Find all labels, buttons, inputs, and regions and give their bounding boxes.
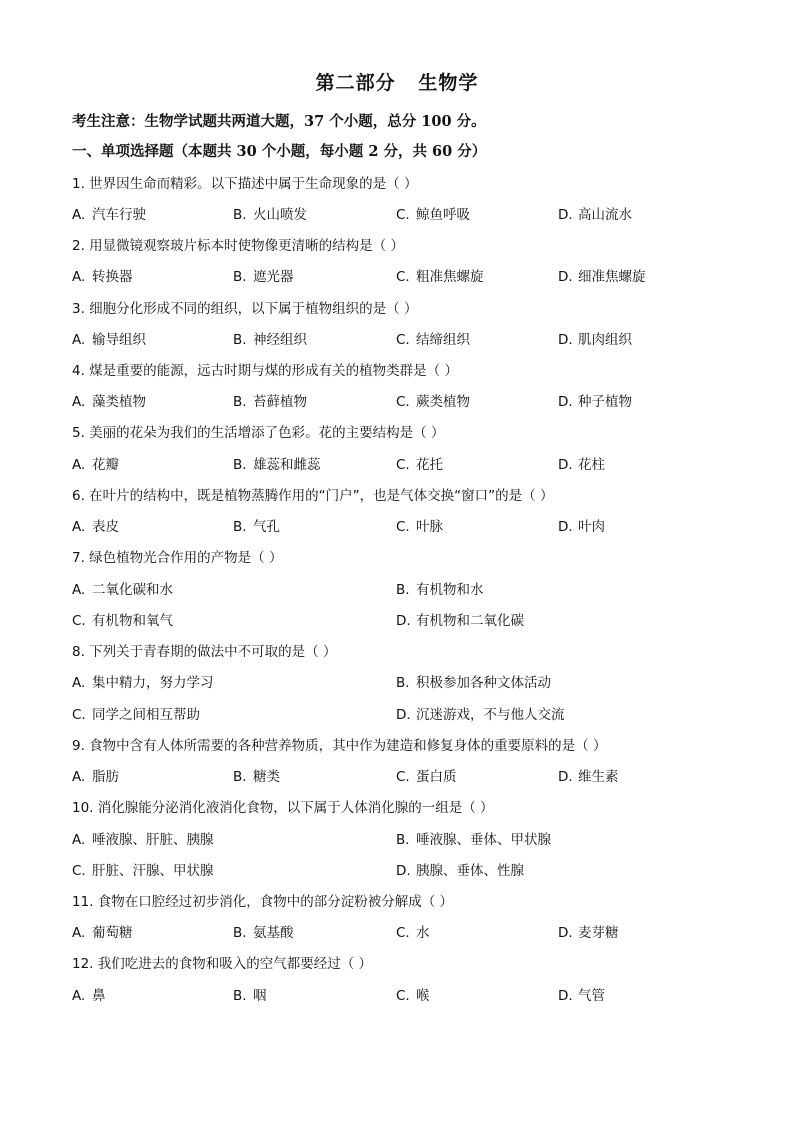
option-text: 有机物和氧气 — [92, 613, 173, 629]
option-text: 胰腺、垂体、性腺 — [416, 863, 524, 879]
answer-option — [233, 765, 280, 785]
answer-option — [396, 609, 524, 629]
option-text: 鲸鱼呼吸 — [416, 207, 470, 223]
answer-option — [72, 921, 133, 941]
question-text: 2. 用显微镜观察玻片标本时使物像更清晰的结构是（ ） — [72, 238, 404, 254]
option-text: 粗准焦螺旋 — [416, 269, 484, 285]
answer-option — [396, 921, 430, 941]
answer-option — [72, 328, 146, 348]
answer-option — [558, 203, 632, 223]
answer-option — [72, 984, 106, 1004]
answer-option — [233, 203, 307, 223]
answer-option — [396, 328, 470, 348]
answer-option — [72, 578, 173, 598]
answer-option — [233, 921, 294, 941]
option-letter: A. — [72, 207, 86, 223]
answer-option — [558, 265, 646, 285]
option-text: 蛋白质 — [416, 769, 457, 785]
answer-option — [233, 265, 294, 285]
answer-option — [233, 390, 307, 410]
option-text: 有机物和二氧化碳 — [416, 613, 524, 629]
option-letter: A. — [72, 769, 86, 785]
option-letter: D. — [558, 988, 573, 1004]
answer-option — [233, 328, 307, 348]
option-letter: A. — [72, 269, 86, 285]
question-text: 5. 美丽的花朵为我们的生活增添了色彩。花的主要结构是（ ） — [72, 425, 445, 441]
answer-option — [396, 828, 551, 848]
option-text: 有机物和水 — [416, 582, 484, 598]
option-letter: D. — [396, 707, 411, 723]
option-text: 结缔组织 — [416, 332, 470, 348]
option-text: 喉 — [416, 988, 430, 1004]
answer-option — [233, 984, 267, 1004]
answer-option — [558, 765, 619, 785]
answer-option — [233, 453, 321, 473]
answer-option — [396, 984, 430, 1004]
option-text: 花托 — [416, 457, 443, 473]
answer-option — [72, 828, 214, 848]
option-letter: A. — [72, 582, 86, 598]
answer-option — [72, 515, 119, 535]
answer-option — [558, 453, 605, 473]
question-text: 10. 消化腺能分泌消化液消化食物，以下属于人体消化腺的一组是（ ） — [72, 800, 494, 816]
option-letter: A. — [72, 925, 86, 941]
answer-option — [72, 609, 173, 629]
answer-option — [396, 265, 484, 285]
option-text: 维生素 — [578, 769, 619, 785]
answer-option — [396, 515, 443, 535]
answer-option — [396, 765, 457, 785]
answer-option — [72, 859, 214, 879]
answer-option — [396, 390, 470, 410]
answer-option — [72, 453, 119, 473]
option-text: 雄蕊和雌蕊 — [253, 457, 321, 473]
exam-notice: 考生注意：生物学试题共两道大题，37 个小题，总分 100 分。 — [72, 113, 486, 130]
answer-option — [72, 203, 146, 223]
option-letter: D. — [558, 769, 573, 785]
option-letter: D. — [558, 207, 573, 223]
option-letter: D. — [558, 457, 573, 473]
option-text: 叶肉 — [578, 519, 605, 535]
page-title: 第二部分 生物学 — [315, 72, 479, 94]
answer-option — [72, 703, 200, 723]
option-text: 花瓣 — [92, 457, 119, 473]
option-text: 积极参加各种文体活动 — [416, 675, 551, 691]
option-letter: A. — [72, 394, 86, 410]
option-letter: C. — [72, 613, 86, 629]
option-letter: B. — [233, 457, 247, 473]
answer-option — [396, 453, 443, 473]
answer-option — [72, 671, 214, 691]
option-letter: B. — [233, 207, 247, 223]
question-text: 1. 世界因生命而精彩。以下描述中属于生命现象的是（ ） — [72, 176, 418, 192]
option-letter: D. — [558, 519, 573, 535]
option-letter: C. — [72, 707, 86, 723]
option-letter: C. — [396, 457, 410, 473]
option-text: 集中精力，努力学习 — [92, 675, 214, 691]
option-text: 转换器 — [92, 269, 133, 285]
option-text: 葡萄糖 — [92, 925, 133, 941]
option-letter: B. — [233, 394, 247, 410]
option-text: 汽车行驶 — [92, 207, 146, 223]
option-text: 火山喷发 — [253, 207, 307, 223]
option-text: 遮光器 — [253, 269, 294, 285]
option-letter: D. — [396, 613, 411, 629]
option-letter: A. — [72, 675, 86, 691]
answer-option — [558, 921, 619, 941]
option-text: 氨基酸 — [253, 925, 294, 941]
question-text: 9. 食物中含有人体所需要的各种营养物质，其中作为建造和修复身体的重要原料的是（ ） — [72, 738, 607, 754]
answer-option — [396, 203, 470, 223]
option-letter: C. — [396, 269, 410, 285]
option-letter: B. — [396, 675, 410, 691]
option-text: 高山流水 — [578, 207, 632, 223]
answer-option — [72, 390, 146, 410]
option-letter: A. — [72, 332, 86, 348]
option-text: 二氧化碳和水 — [92, 582, 173, 598]
option-text: 肝脏、汗腺、甲状腺 — [92, 863, 214, 879]
option-text: 肌肉组织 — [578, 332, 632, 348]
option-text: 鼻 — [92, 988, 106, 1004]
option-letter: A. — [72, 988, 86, 1004]
section-heading: 一、单项选择题（本题共 30 个小题，每小题 2 分，共 60 分） — [72, 143, 487, 160]
option-text: 脂肪 — [92, 769, 119, 785]
answer-option — [72, 265, 133, 285]
answer-option — [72, 765, 119, 785]
option-text: 同学之间相互帮助 — [92, 707, 200, 723]
option-letter: C. — [396, 925, 410, 941]
option-letter: B. — [396, 832, 410, 848]
option-text: 咽 — [253, 988, 267, 1004]
question-text: 6. 在叶片的结构中，既是植物蒸腾作用的“门户”，也是气体交换“窗口”的是（ ） — [72, 488, 554, 504]
option-text: 苔藓植物 — [253, 394, 307, 410]
option-text: 藻类植物 — [92, 394, 146, 410]
option-letter: C. — [72, 863, 86, 879]
answer-option — [233, 515, 280, 535]
option-letter: B. — [396, 582, 410, 598]
option-text: 表皮 — [92, 519, 119, 535]
question-text: 8. 下列关于青春期的做法中不可取的是（ ） — [72, 644, 337, 660]
answer-option — [396, 703, 565, 723]
option-text: 气管 — [578, 988, 605, 1004]
option-letter: A. — [72, 519, 86, 535]
option-letter: D. — [558, 394, 573, 410]
answer-option — [558, 515, 605, 535]
option-letter: B. — [233, 332, 247, 348]
option-text: 气孔 — [253, 519, 280, 535]
option-text: 唾液腺、肝脏、胰腺 — [92, 832, 214, 848]
option-letter: D. — [396, 863, 411, 879]
option-letter: A. — [72, 457, 86, 473]
option-letter: D. — [558, 332, 573, 348]
answer-option — [558, 390, 632, 410]
question-text: 3. 细胞分化形成不同的组织，以下属于植物组织的是（ ） — [72, 301, 418, 317]
answer-option — [396, 578, 484, 598]
option-letter: C. — [396, 769, 410, 785]
option-text: 叶脉 — [416, 519, 443, 535]
answer-option — [558, 984, 605, 1004]
option-text: 蕨类植物 — [416, 394, 470, 410]
option-letter: B. — [233, 925, 247, 941]
option-letter: C. — [396, 207, 410, 223]
question-text: 7. 绿色植物光合作用的产物是（ ） — [72, 550, 283, 566]
option-letter: A. — [72, 832, 86, 848]
option-letter: C. — [396, 394, 410, 410]
option-letter: B. — [233, 769, 247, 785]
option-text: 输导组织 — [92, 332, 146, 348]
option-letter: B. — [233, 988, 247, 1004]
option-letter: C. — [396, 332, 410, 348]
option-letter: B. — [233, 269, 247, 285]
option-letter: C. — [396, 519, 410, 535]
option-text: 细准焦螺旋 — [578, 269, 646, 285]
option-letter: D. — [558, 925, 573, 941]
option-letter: D. — [558, 269, 573, 285]
option-text: 神经组织 — [253, 332, 307, 348]
answer-option — [396, 671, 551, 691]
option-text: 糖类 — [253, 769, 280, 785]
option-letter: C. — [396, 988, 410, 1004]
option-text: 沉迷游戏，不与他人交流 — [416, 707, 565, 723]
option-text: 花柱 — [578, 457, 605, 473]
option-text: 水 — [416, 925, 430, 941]
option-text: 麦芽糖 — [578, 925, 619, 941]
option-text: 种子植物 — [578, 394, 632, 410]
answer-option — [396, 859, 524, 879]
option-letter: B. — [233, 519, 247, 535]
question-text: 11. 食物在口腔经过初步消化，食物中的部分淀粉被分解成（ ） — [72, 894, 454, 910]
question-text: 12. 我们吃进去的食物和吸入的空气都要经过（ ） — [72, 956, 373, 972]
answer-option — [558, 328, 632, 348]
question-text: 4. 煤是重要的能源，远古时期与煤的形成有关的植物类群是（ ） — [72, 363, 458, 379]
option-text: 唾液腺、垂体、甲状腺 — [416, 832, 551, 848]
